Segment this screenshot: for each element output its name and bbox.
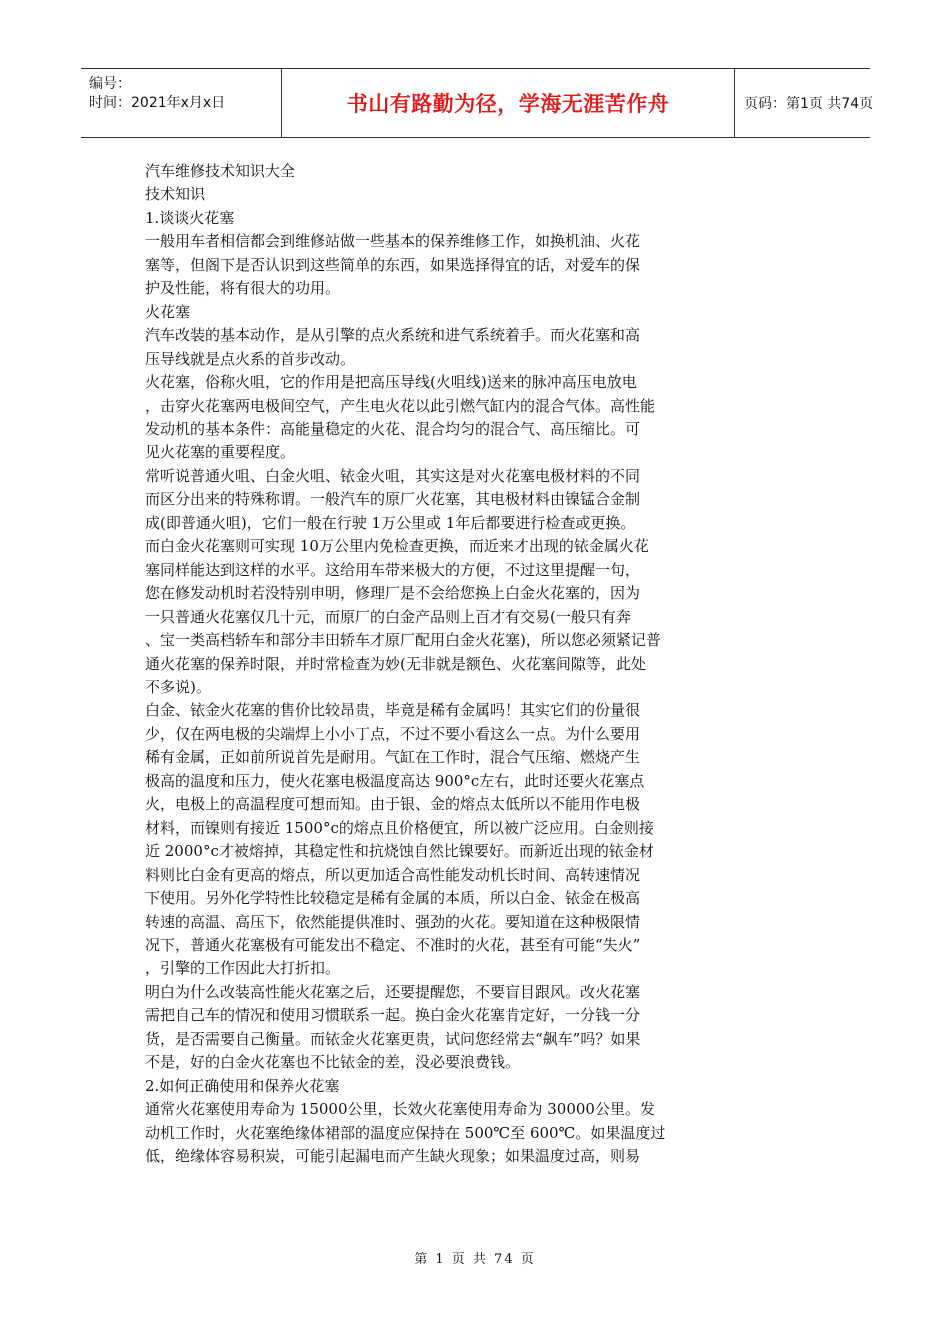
header-divider: [281, 69, 282, 137]
text-line: 火花塞: [145, 302, 191, 321]
text-line: 低，绝缘体容易积炭，可能引起漏电而产生缺火现象；如果温度过高，则易: [145, 1147, 641, 1166]
number-label: 编号：: [89, 76, 131, 92]
text-line: 货，是否需要自己衡量。而铱金火花塞更贵，试问您经常去“飙车”吗？如果: [145, 1029, 641, 1048]
text-line: 汽车维修技术知识大全: [145, 162, 296, 180]
text-line: 护及性能，将有很大的功用。: [145, 279, 341, 298]
text-line: 转速的高温、高压下，依然能提供准时、强劲的火花。要知道在这种极限情: [145, 912, 641, 931]
page-footer: 第 1 页 共 74 页: [414, 1252, 536, 1267]
text-line: 塞等，但阁下是否认识到这些简单的东西，如果选择得宜的话，对爱车的保: [145, 255, 641, 274]
text-line: 稀有金属，正如前所说首先是耐用。气缸在工作时，混合气压缩、燃烧产生: [145, 748, 641, 767]
text-line: 发动机的基本条件：高能量稳定的火花、混合均匀的混合气、高压缩比。可: [145, 419, 641, 438]
text-line: 见火花塞的重要程度。: [145, 443, 296, 462]
text-line: 压导线就是点火系的首步改动。: [145, 349, 356, 368]
text-line: 通常火花塞使用寿命为 15000公里，长效火花塞使用寿命为 30000公里。发: [145, 1100, 655, 1119]
text-line: ，引擎的工作因此大打折扣。: [145, 959, 341, 978]
text-line: 白金、铱金火花塞的售价比较昂贵，毕竟是稀有金属吗！其实它们的份量很: [145, 701, 641, 720]
document-body: [145, 160, 725, 1168]
page-header: [81, 68, 874, 138]
text-line: 通火花塞的保养时限，并时常检查为妙(无非就是额色、火花塞间隙等，此处: [145, 654, 646, 673]
text-line: 下使用。另外化学特性比较稳定是稀有金属的本质，所以白金、铱金在极高: [145, 889, 641, 908]
header-divider: [734, 69, 735, 137]
text-line: 2.如何正确使用和保养火花塞: [145, 1076, 340, 1095]
text-line: 少，仅在两电极的尖端焊上小小丁点，不过不要小看这么一点。为什么要用: [145, 724, 641, 743]
header-page-info: 页码：第1页 共74页: [744, 96, 874, 112]
text-line: 您在修发动机时若没特别申明，修理厂是不会给您换上白金火花塞的，因为: [145, 584, 641, 603]
text-line: 而区分出来的特殊称谓。一般汽车的原厂火花塞，其电极材料由镍锰合金制: [145, 490, 641, 509]
text-line: 火花塞，俗称火咀，它的作用是把高压导线(火咀线)送来的脉冲高压电放电: [145, 373, 637, 392]
text-line: 汽车改装的基本动作，是从引擎的点火系统和进气系统着手。而火花塞和高: [145, 326, 641, 345]
text-line: 料则比白金有更高的熔点，所以更加适合高性能发动机长时间、高转速情况: [145, 865, 641, 884]
header-motto: 书山有路勤为径，学海无涯苦作舟: [346, 92, 670, 116]
text-line: 明白为什么改装高性能火花塞之后，还要提醒您，不要盲目跟风。改火花塞: [145, 982, 641, 1001]
text-line: 而白金火花塞则可实现 10万公里内免检查更换，而近来才出现的铱金属火花: [145, 537, 649, 556]
text-line: 一只普通火花塞仅几十元，而原厂的白金产品则上百才有交易(一般只有奔: [145, 607, 631, 626]
text-line: 火，电极上的高温程度可想而知。由于银、金的熔点太低所以不能用作电极: [145, 795, 641, 814]
time-label: 时间：2021年x月x日: [89, 95, 226, 111]
text-line: 不是，好的白金火花塞也不比铱金的差，没必要浪费钱。: [145, 1053, 521, 1072]
text-line: 近 2000°c才被熔掉，其稳定性和抗烧蚀自然比镍要好。而新近出现的铱金材: [145, 842, 654, 861]
text-line: 材料，而镍则有接近 1500°c的熔点且价格便宜，所以被广泛应用。白金则接: [145, 818, 654, 837]
text-line: 需把自己车的情况和使用习惯联系一起。换白金火花塞肯定好，一分钱一分: [145, 1006, 641, 1025]
header-meta: [81, 69, 281, 137]
text-line: 、宝一类高档轿车和部分丰田轿车才原厂配用白金火花塞)，所以您必须紧记普: [145, 631, 661, 650]
text-line: 不多说)。: [145, 677, 211, 696]
text-line: 常听说普通火咀、白金火咀、铱金火咀，其实这是对火花塞电极材料的不同: [145, 466, 641, 485]
text-line: 极高的温度和压力，使火花塞电极温度高达 900°c左右，此时还要火花塞点: [145, 771, 645, 790]
text-line: 成(即普通火咀)，它们一般在行驶 1万公里或 1年后都要进行检查或更换。: [145, 513, 636, 532]
text-line: 技术知识: [145, 185, 206, 204]
text-line: 况下，普通火花塞极有可能发出不稳定、不准时的火花，甚至有可能“失火”: [145, 935, 641, 954]
text-line: 塞同样能达到这样的水平。这给用车带来极大的方便，不过这里提醒一句，: [145, 560, 641, 579]
text-line: ，击穿火花塞两电极间空气，产生电火花以此引燃气缸内的混合气体。高性能: [145, 396, 656, 415]
text-line: 动机工作时，火花塞绝缘体裙部的温度应保持在 500℃至 600℃。如果温度过: [145, 1123, 666, 1142]
text-line: 1.谈谈火花塞: [145, 208, 235, 227]
text-line: 一般用车者相信都会到维修站做一些基本的保养维修工作，如换机油、火花: [145, 232, 641, 251]
